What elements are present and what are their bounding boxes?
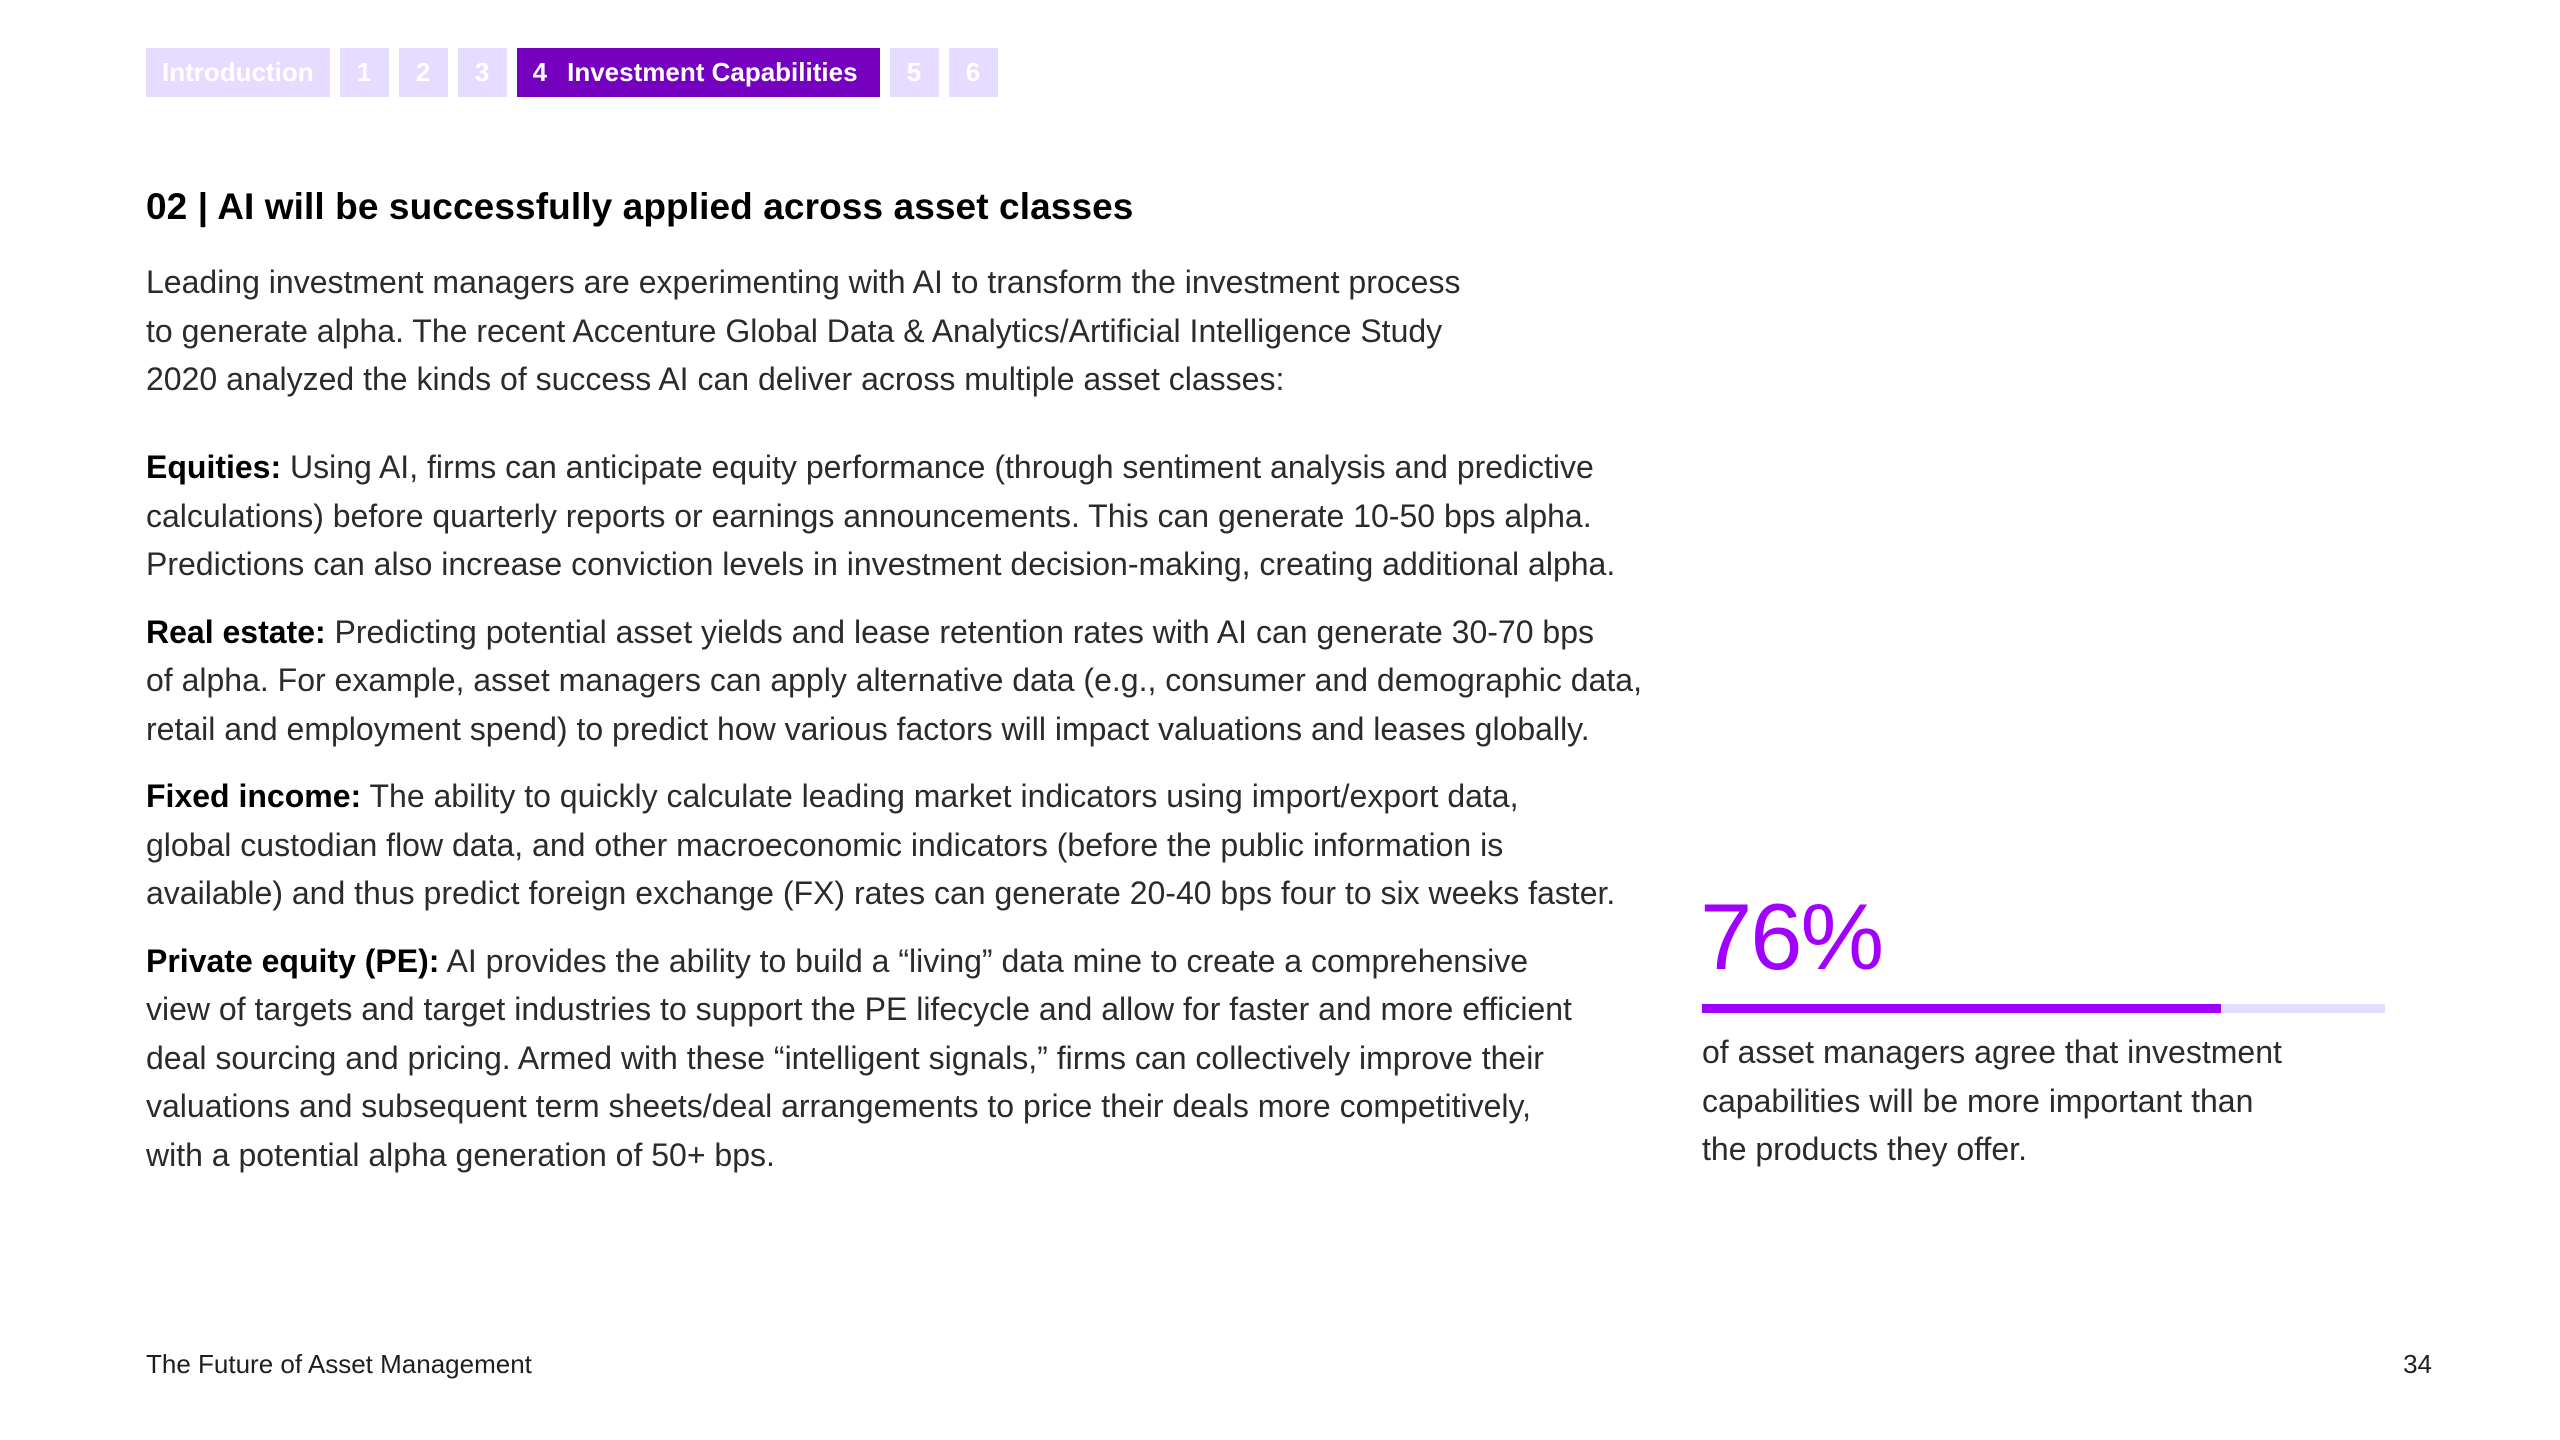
paragraph-text: AI provides the ability to build a “living” data mine to create a comprehensive — [439, 942, 1528, 979]
paragraph-line: Predictions can also increase conviction levels in investment decision-making, creating additional alpha. — [146, 546, 1616, 582]
paragraph-line — [146, 608, 1706, 657]
asset-class-list — [146, 443, 1706, 1198]
tab-investment-capabilities[interactable] — [517, 48, 880, 97]
intro-line: 2020 analyzed the kinds of success AI can deliver across multiple asset classes: — [146, 361, 1285, 397]
paragraph-line: retail and employment spend) to predict how various factors will impact valuations and leases globally. — [146, 710, 1590, 747]
asset-class-term: Private equity (PE): — [146, 942, 440, 979]
paragraph-line — [146, 772, 1706, 821]
stat-caption-line: of asset managers agree that investment — [1702, 1034, 2282, 1070]
paragraph-line: deal sourcing and pricing. Armed with these “intelligent signals,” firms can collectively improve their — [146, 1039, 1544, 1076]
paragraph-text: Predicting potential asset yields and lease retention rates with AI can generate 30-70 bps — [325, 613, 1594, 650]
asset-class-term: Real estate: — [146, 613, 326, 650]
paragraph-text: The ability to quickly calculate leading market indicators using import/export data, — [361, 778, 1519, 814]
stat-caption-line: the products they offer. — [1702, 1131, 2027, 1167]
footer-document-title: The Future of Asset Management — [146, 1349, 532, 1379]
section-tabs — [146, 48, 998, 97]
tab-active-number: 4 — [532, 57, 548, 87]
asset-class-fixed-income — [146, 772, 1706, 918]
paragraph-line: available) and thus predict foreign exchange (FX) rates can generate 20-40 bps four to six weeks faster. — [146, 875, 1616, 911]
paragraph-line: of alpha. For example, asset managers can apply alternative data (e.g., consumer and demographic data, — [146, 662, 1642, 698]
tab-1[interactable]: 1 — [340, 48, 389, 97]
paragraph-line — [146, 443, 1706, 492]
paragraph-text: Using AI, firms can anticipate equity performance (through sentiment analysis and predictive — [281, 449, 1594, 485]
stat-value: 76% — [1700, 884, 1883, 989]
stat-caption-line: capabilities will be more important than — [1702, 1082, 2254, 1119]
asset-class-term: Fixed income: — [146, 778, 362, 814]
tab-2[interactable]: 2 — [399, 48, 448, 97]
page-number: 34 — [2403, 1349, 2432, 1379]
paragraph-line: valuations and subsequent term sheets/deal arrangements to price their deals more competitively, — [146, 1088, 1532, 1124]
tab-3[interactable]: 3 — [458, 48, 507, 97]
asset-class-real-estate — [146, 608, 1706, 754]
paragraph-line: with a potential alpha generation of 50+ bps. — [146, 1136, 775, 1173]
paragraph-line: calculations) before quarterly reports or earnings announcements. This can generate 10-50 bps alpha. — [146, 497, 1592, 534]
stat-progress-bar — [1702, 1004, 2385, 1013]
paragraph-line: view of targets and target industries to support the PE lifecycle and allow for faster and more efficient — [146, 991, 1572, 1027]
asset-class-term: Equities: — [146, 449, 282, 485]
paragraph-line — [146, 937, 1706, 986]
intro-line: to generate alpha. The recent Accenture Global Data & Analytics/Artificial Intelligence Study — [146, 312, 1443, 349]
paragraph-line: global custodian flow data, and other macroeconomic indicators (before the public information is — [146, 826, 1504, 863]
stat-caption — [1702, 1028, 2362, 1174]
tab-active-label: Investment Capabilities — [567, 57, 858, 87]
asset-class-equities — [146, 443, 1706, 589]
asset-class-private-equity — [146, 937, 1706, 1180]
section-title: 02 | AI will be successfully applied across asset classes — [146, 186, 1134, 227]
intro-line: Leading investment managers are experimenting with AI to transform the investment process — [146, 264, 1461, 300]
stat-progress-fill — [1702, 1004, 2221, 1013]
intro-paragraph — [146, 258, 1566, 404]
tab-5[interactable]: 5 — [890, 48, 939, 97]
tab-6[interactable]: 6 — [949, 48, 998, 97]
tab-introduction[interactable]: Introduction — [146, 48, 330, 97]
